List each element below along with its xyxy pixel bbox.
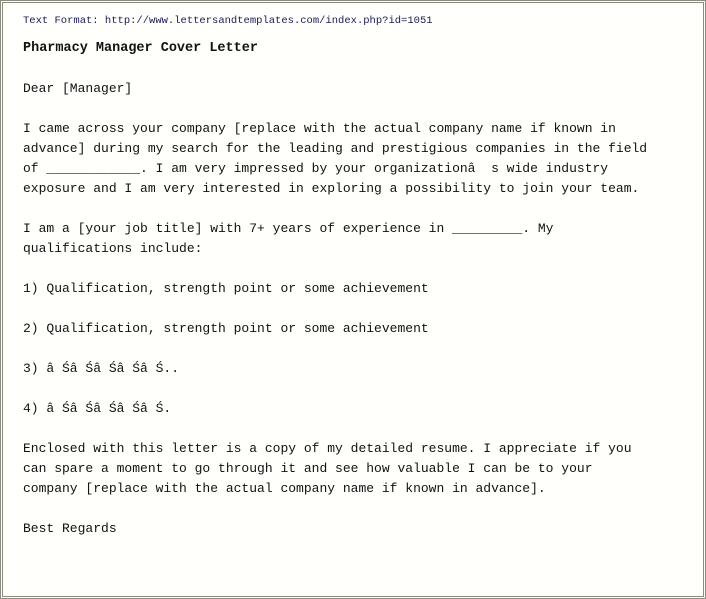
intro-paragraph: I came across your company [replace with the actual company name if known in advance] during my search for the leading and prestigious companies in the field of ____________. I am very impressed by your organizationâ s wide industry exposure and I am very interested in exploring a possibility to join your team. (23, 121, 648, 196)
salutation: Dear [Manager] (23, 81, 133, 96)
qualification-item: 1) Qualification, strength point or some achievement (23, 281, 429, 296)
letter-title: Pharmacy Manager Cover Letter (23, 41, 258, 56)
source-url-line: Text Format: http://www.lettersandtemplates.com/index.php?id=1051 (23, 15, 433, 27)
sign-off: Best Regards (23, 521, 117, 536)
experience-paragraph: I am a [your job title] with 7+ years of experience in _________. My qualifications include: (23, 221, 554, 256)
closing-paragraph: Enclosed with this letter is a copy of my detailed resume. I appreciate if you can spare a moment to go through it and see how valuable I can be to your company [replace with the actual company name if known in advance]. (23, 441, 632, 496)
qualification-item: 4) â Śâ Śâ Śâ Śâ Ś. (23, 401, 172, 416)
qualification-item: 3) â Śâ Śâ Śâ Śâ Ś.. (23, 361, 180, 376)
qualification-item: 2) Qualification, strength point or some achievement (23, 321, 429, 336)
letter-content (23, 13, 693, 559)
